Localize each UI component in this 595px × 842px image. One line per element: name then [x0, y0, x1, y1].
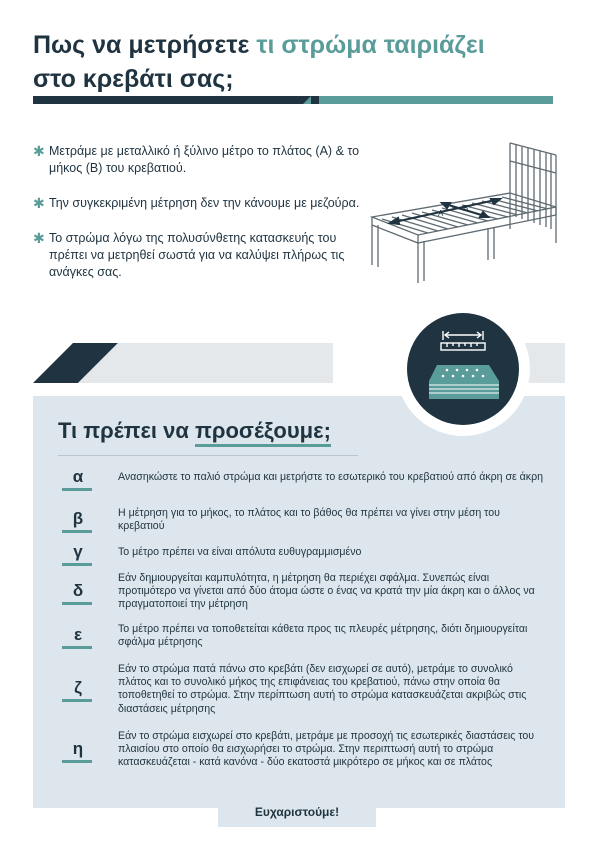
bed-label-b: B — [463, 204, 469, 213]
decor-band-left — [33, 343, 333, 383]
bullet-item: ✱ Το στρώμα λόγω της πολυσύνθετης κατασκευής του πρέπει να μετρηθεί σωστά για να καλύψει πλήρως τις ανάγκες σας. — [33, 230, 345, 279]
item-letter: η — [58, 738, 98, 762]
list-item — [58, 623, 548, 649]
bullet-item: ✱ Την συγκεκριμένη μέτρηση δεν την κάνουμε με μεζούρα. — [33, 195, 360, 211]
list-item — [58, 663, 548, 716]
item-letter: ζ — [58, 677, 98, 701]
item-letter: β — [58, 508, 98, 532]
mattress-measure-icon — [407, 313, 519, 425]
title-part2: στο κρεβάτι σας; — [33, 65, 234, 93]
asterisk-bullet-icon: ✱ — [33, 230, 45, 246]
bullet-item: ✱ Μετράμε με μεταλλικό ή ξύλινο μέτρο το πλάτος (Α) & το μήκος (Β) του κρεβατιού. — [33, 143, 360, 175]
list-item — [58, 572, 548, 612]
item-letter: ε — [58, 624, 98, 648]
asterisk-bullet-icon: ✱ — [33, 195, 45, 211]
item-letter: δ — [58, 580, 98, 604]
bed-label-a: A — [438, 209, 444, 218]
item-text: Εάν το στρώμα πατά πάνω στο κρεβάτι (δεν εισχωρεί σε αυτό), μετράμε το συνολικό πλάτος και το συνολικό μήκος της επιφάνειας του κρεβατιού, πάνω στην οποία θα τοποθετηθεί το στρώμα. Στην περίπτωση αυτή το στρώμα κατασκευάζεται ακριβώς στις διαστάσεις μέτρησης — [118, 663, 527, 715]
item-text: Εάν δημιουργείται καμπυλότητα, η μέτρηση θα περιέχει σφάλμα. Συνεπώς είναι προτιμότερο να γίνεται από δύο άτομα ώστε ο ένας να κρατά την μία άκρη και ο άλλος να πραγματοποιεί την μέτρηση — [118, 572, 535, 611]
item-text: Η μέτρηση για το μήκος, το πλάτος και το βάθος θα πρέπει να γίνει στην μέση του κρεβατιού — [118, 507, 500, 533]
list-item — [58, 730, 548, 770]
title-part1: Πως να μετρήσετε — [33, 31, 257, 59]
item-text: Το μέτρο πρέπει να είναι απόλυτα ευθυγραμμισμένο — [118, 546, 362, 559]
intro-bullets — [33, 143, 363, 299]
attention-panel — [33, 396, 565, 808]
list-item — [58, 507, 548, 533]
list-item — [58, 541, 548, 565]
page-title — [33, 28, 553, 96]
thanks-label: Ευχαριστούμε! — [218, 797, 376, 827]
panel-title: Τι πρέπει να προσέξουμε; — [58, 418, 331, 444]
list-item — [58, 466, 548, 490]
item-text: Το μέτρο πρέπει να τοποθετείται κάθετα προς τις πλευρές μέτρησης, διότι δημιουργείται σφάλμα μέτρησης — [118, 623, 528, 649]
asterisk-bullet-icon: ✱ — [33, 143, 45, 159]
item-text: Εάν το στρώμα εισχωρεί στο κρεβάτι, μετράμε με προσοχή τις εσωτερικές διαστάσεις του πλαισίου στο οποίο θα εισχωρήσει το στρώμα. Στην περιπτωσή αυτή το στρώμα κατασκευάζεται - κατά κανόνα - δύο εκατοστά μικρότερο σε μήκος και σε πλάτος — [118, 730, 535, 769]
mattress-icon-badge — [396, 302, 530, 436]
title-accent: τι στρώμα ταιριάζει — [256, 31, 485, 59]
title-underline-bar — [33, 96, 553, 104]
item-letter: γ — [58, 541, 98, 565]
item-letter: α — [58, 466, 98, 490]
bed-measure-illustration — [360, 125, 565, 285]
item-text: Ανασηκώστε το παλιό στρώμα και μετρήστε το εσωτερικό του κρεβατιού από άκρη σε άκρη — [118, 471, 544, 484]
panel-divider — [58, 455, 358, 456]
